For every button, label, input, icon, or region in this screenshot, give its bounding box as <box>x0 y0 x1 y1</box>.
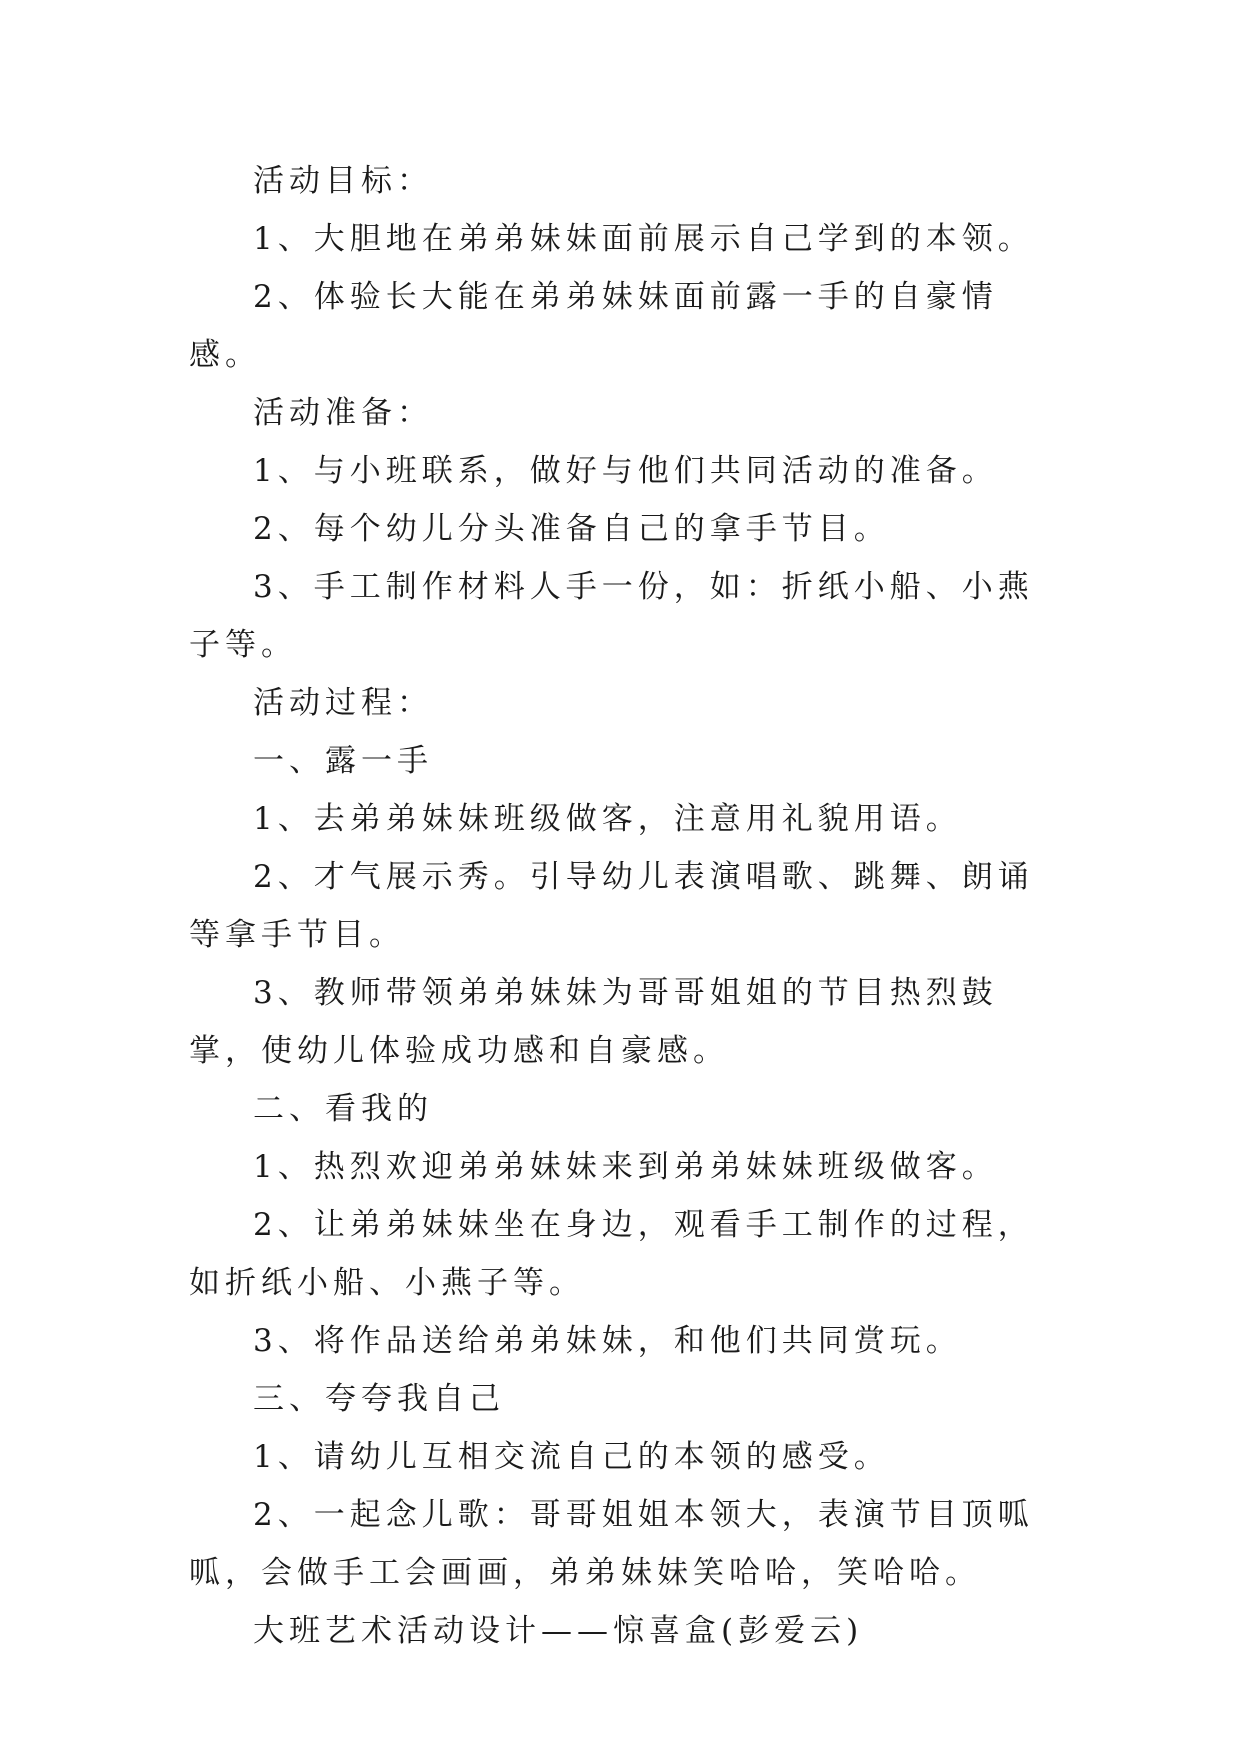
section-1-item-2: 2、才气展示秀。引导幼儿表演唱歌、跳舞、朗诵等拿手节目。 <box>189 859 1034 953</box>
heading-activity-goals: 活动目标： <box>253 163 433 199</box>
section-2-item-2: 2、让弟弟妹妹坐在身边，观看手工制作的过程，如折纸小船、小燕子等。 <box>189 1207 1034 1301</box>
section-heading-3: 三、夸夸我自己 <box>253 1381 505 1417</box>
section-3-item-1: 1、请幼儿互相交流自己的本领的感受。 <box>253 1439 890 1475</box>
section-heading-2: 二、看我的 <box>253 1091 433 1127</box>
section-2-item-3: 3、将作品送给弟弟妹妹，和他们共同赏玩。 <box>253 1323 962 1359</box>
goal-item-1: 1、大胆地在弟弟妹妹面前展示自己学到的本领。 <box>253 221 1034 257</box>
section-1-item-3: 3、教师带领弟弟妹妹为哥哥姐姐的节目热烈鼓掌，使幼儿体验成功感和自豪感。 <box>189 975 998 1069</box>
next-activity-title: 大班艺术活动设计——惊喜盒(彭爱云) <box>253 1613 864 1649</box>
goal-item-2: 2、体验长大能在弟弟妹妹面前露一手的自豪情感。 <box>189 279 998 373</box>
document-body <box>189 152 1059 1660</box>
preparation-item-1: 1、与小班联系，做好与他们共同活动的准备。 <box>253 453 998 489</box>
section-2-item-1: 1、热烈欢迎弟弟妹妹来到弟弟妹妹班级做客。 <box>253 1149 998 1185</box>
preparation-item-3: 3、手工制作材料人手一份，如：折纸小船、小燕子等。 <box>189 569 1034 663</box>
section-heading-1: 一、露一手 <box>253 743 433 779</box>
heading-activity-process: 活动过程： <box>253 685 433 721</box>
preparation-item-2: 2、每个幼儿分头准备自己的拿手节目。 <box>253 511 890 547</box>
section-1-item-1: 1、去弟弟妹妹班级做客，注意用礼貌用语。 <box>253 801 962 837</box>
heading-activity-preparation: 活动准备： <box>253 395 433 431</box>
section-3-item-2: 2、一起念儿歌：哥哥姐姐本领大，表演节目顶呱呱，会做手工会画画，弟弟妹妹笑哈哈，笑哈哈。 <box>189 1497 1034 1591</box>
